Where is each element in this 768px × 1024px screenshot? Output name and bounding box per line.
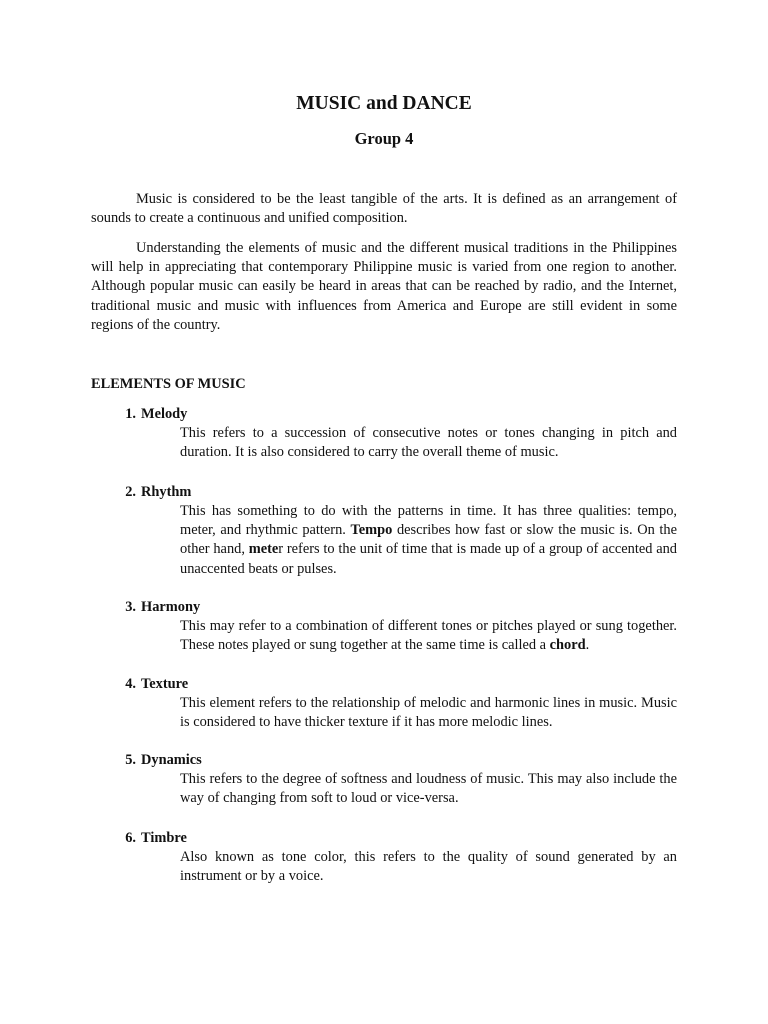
description-text: This element refers to the relationship of melodic and harmonic lines in music. Music is considered to have thicker texture if it has more melodic lines.	[180, 695, 677, 731]
element-heading	[91, 751, 677, 770]
description-text: This refers to the degree of softness and loudness of music. This may also include the way of changing from soft to loud or vice-versa.	[180, 771, 677, 807]
element-number: 4.	[125, 676, 136, 692]
description-text: describes how fast or slow the music is. On the other hand,	[180, 522, 677, 558]
element-name: Dynamics	[141, 752, 202, 768]
element-name: Timbre	[141, 830, 187, 846]
document-subtitle: Group 4	[354, 129, 414, 148]
element-heading	[91, 598, 677, 617]
element-dynamics	[91, 751, 677, 808]
term-tempo: Tempo	[350, 522, 393, 539]
description-text: Also known as tone color, this refers to the quality of sound generated by an instrument or by a voice.	[180, 849, 677, 885]
element-texture	[91, 675, 677, 732]
element-description	[180, 502, 677, 579]
element-melody	[91, 405, 677, 462]
element-number: 6.	[125, 830, 136, 846]
context-paragraph: Understanding the elements of music and the different musical traditions in the Philippines will help in appreciating that contemporary Philippine music is varied from one region to another. Although popular music can easily be heard in areas that can be reached by radio, and the Internet, traditional music and music with influences from America and Europe are still evident in some regions of the country.	[91, 240, 677, 333]
element-number: 3.	[125, 599, 136, 615]
description-text: This may refer to a combination of different tones or pitches played or sung together. These notes played or sung together at the same time is called a	[180, 618, 677, 654]
element-number: 1.	[125, 406, 136, 422]
element-description	[180, 694, 677, 732]
description-text: r refers to the unit of time that is made up of a group of accented and unaccented beats or pulses.	[180, 541, 677, 577]
element-description	[180, 848, 677, 886]
term-meter: mete	[248, 541, 279, 558]
element-rhythm	[91, 483, 677, 579]
element-name: Harmony	[141, 599, 201, 615]
intro-paragraph: Music is considered to be the least tangible of the arts. It is defined as an arrangement of sounds to create a continuous and unified composition.	[91, 191, 677, 227]
term-chord: chord	[549, 637, 586, 654]
element-description	[180, 617, 677, 655]
element-description	[180, 770, 677, 808]
element-timbre	[91, 829, 677, 886]
element-heading	[91, 405, 677, 424]
element-name: Melody	[141, 406, 188, 422]
description-text: This refers to a succession of consecutive notes or tones changing in pitch and duration. It is also considered to carry the overall theme of music.	[180, 425, 677, 461]
element-name: Texture	[141, 676, 189, 692]
element-name: Rhythm	[141, 484, 192, 500]
element-harmony	[91, 598, 677, 655]
description-text: .	[585, 637, 590, 654]
element-heading	[91, 483, 677, 502]
element-heading	[91, 829, 677, 848]
element-heading	[91, 675, 677, 694]
element-description	[180, 424, 677, 462]
description-text: This has something to do with the patterns in time. It has three qualities: tempo, meter, and rhythmic pattern.	[180, 503, 677, 539]
document-title: MUSIC and DANCE	[296, 93, 472, 114]
element-number: 2.	[125, 484, 136, 500]
element-number: 5.	[125, 752, 136, 768]
section-heading: ELEMENTS OF MUSIC	[91, 376, 246, 392]
